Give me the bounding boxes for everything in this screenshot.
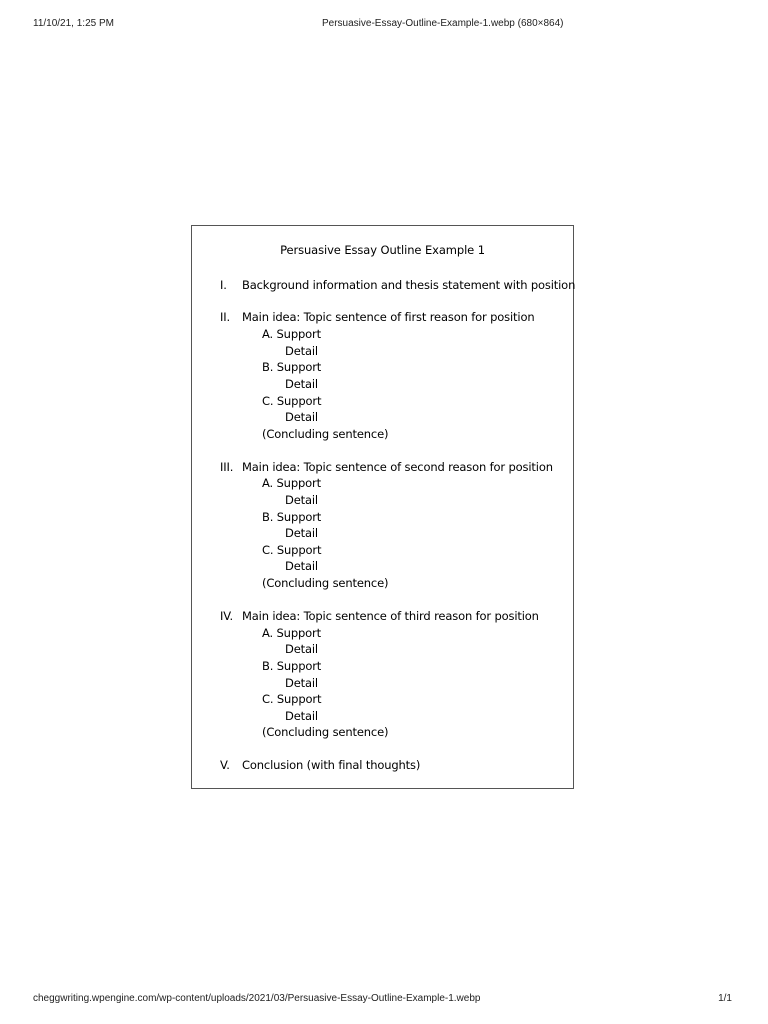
support-label: C. Support [262,692,322,706]
print-page-title: Persuasive-Essay-Outline-Example-1.webp (680×864) [322,18,564,29]
support-label: B. Support [262,659,322,673]
support-detail: Detail [285,526,318,540]
support-label: A. Support [262,626,321,640]
print-datetime: 11/10/21, 1:25 PM [33,18,114,29]
support-detail: Detail [285,642,318,656]
section-numeral: I. [220,278,227,292]
page-number: 1/1 [718,993,732,1004]
support-label: A. Support [262,476,321,490]
outline-document [191,225,574,789]
section-heading: Main idea: Topic sentence of first reason for position [242,310,535,324]
support-detail: Detail [285,344,318,358]
section-numeral: IV. [220,609,233,623]
section-heading: Background information and thesis statement with position [242,278,576,292]
section-numeral: III. [220,460,234,474]
concluding-sentence: (Concluding sentence) [262,725,389,739]
section-numeral: V. [220,758,230,772]
support-detail: Detail [285,410,318,424]
support-label: C. Support [262,543,322,557]
section-heading: Conclusion (with final thoughts) [242,758,421,772]
support-detail: Detail [285,377,318,391]
support-label: A. Support [262,327,321,341]
outline-title: Persuasive Essay Outline Example 1 [280,243,485,257]
section-heading: Main idea: Topic sentence of second reason for position [242,460,553,474]
support-detail: Detail [285,709,318,723]
concluding-sentence: (Concluding sentence) [262,576,389,590]
section-numeral: II. [220,310,230,324]
support-detail: Detail [285,676,318,690]
support-detail: Detail [285,559,318,573]
support-label: B. Support [262,510,322,524]
support-detail: Detail [285,493,318,507]
support-label: C. Support [262,394,322,408]
concluding-sentence: (Concluding sentence) [262,427,389,441]
support-label: B. Support [262,360,322,374]
section-heading: Main idea: Topic sentence of third reason for position [242,609,539,623]
source-url: cheggwriting.wpengine.com/wp-content/uploads/2021/03/Persuasive-Essay-Outline-Example-1.webp [33,993,481,1004]
